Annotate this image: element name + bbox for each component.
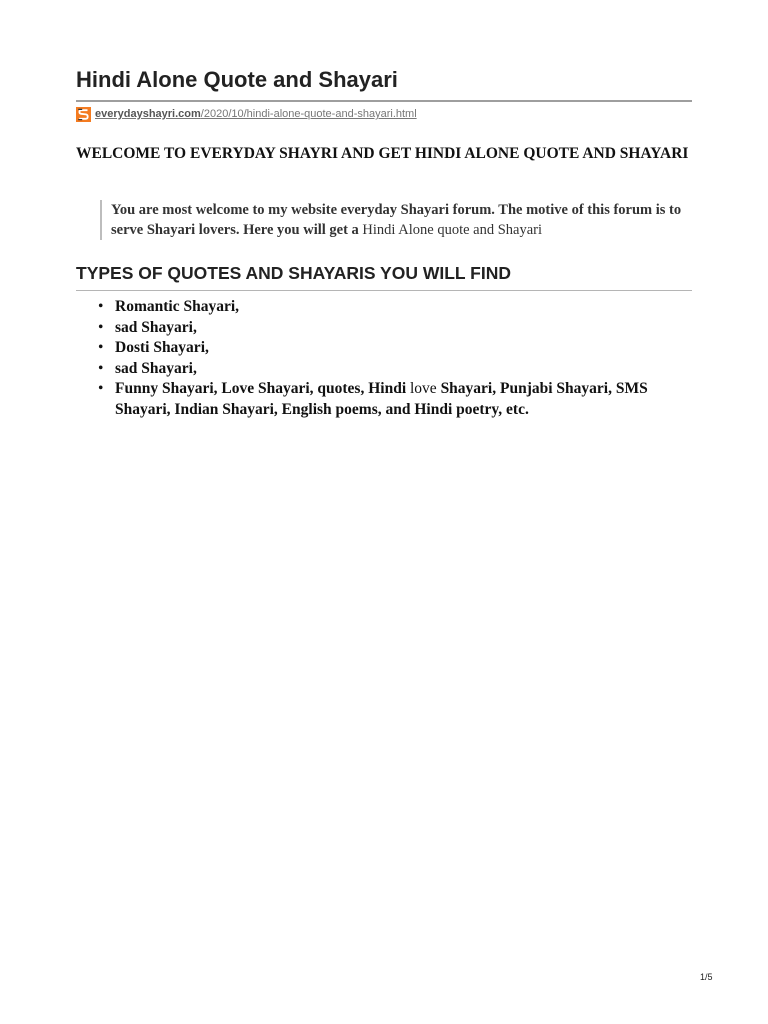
bullet-icon: • [98,318,104,336]
list-item: • Funny Shayari, Love Shayari, quotes, Hindi love Shayari, Punjabi Shayari, SMS Shayari, Indian Shayari, English poems, and Hindi poetry, etc. [98,380,648,418]
list-item: • Dosti Shayari, [96,338,656,359]
list-item: • Romantic Shayari, [96,297,656,318]
bullet-icon: • [98,298,104,315]
types-list [96,297,656,421]
bullet-icon: • [98,339,104,357]
bullet-icon: • [98,359,104,377]
types-heading: TYPES OF QUOTES AND SHAYARIS YOU WILL FIND [76,263,511,283]
intro-blockquote [100,200,691,240]
source-domain: everydayshayri.com [95,108,201,120]
site-favicon-icon [76,107,91,122]
types-divider [76,290,692,291]
page-number: 1/5 [700,972,713,982]
list-item: • sad Shayari, [96,318,656,339]
bullet-icon: • [98,380,104,398]
source-line [76,105,417,123]
intro-text-normal: Hindi Alone quote and Shayari [362,222,543,238]
list-item: • sad Shayari, [96,359,656,380]
page-title: Hindi Alone Quote and Shayari [76,67,398,92]
intro-text-bold: You are most welcome to my website everyday Shayari forum. The motive of this forum is to serve Shayari lovers. Here you will get a [111,202,682,238]
source-url-link[interactable] [95,108,417,120]
title-divider [76,100,692,102]
source-path: /2020/10/hindi-alone-quote-and-shayari.html [200,108,417,120]
welcome-heading: WELCOME TO EVERYDAY SHAYRI AND GET HINDI ALONE QUOTE AND SHAYARI [76,145,689,162]
